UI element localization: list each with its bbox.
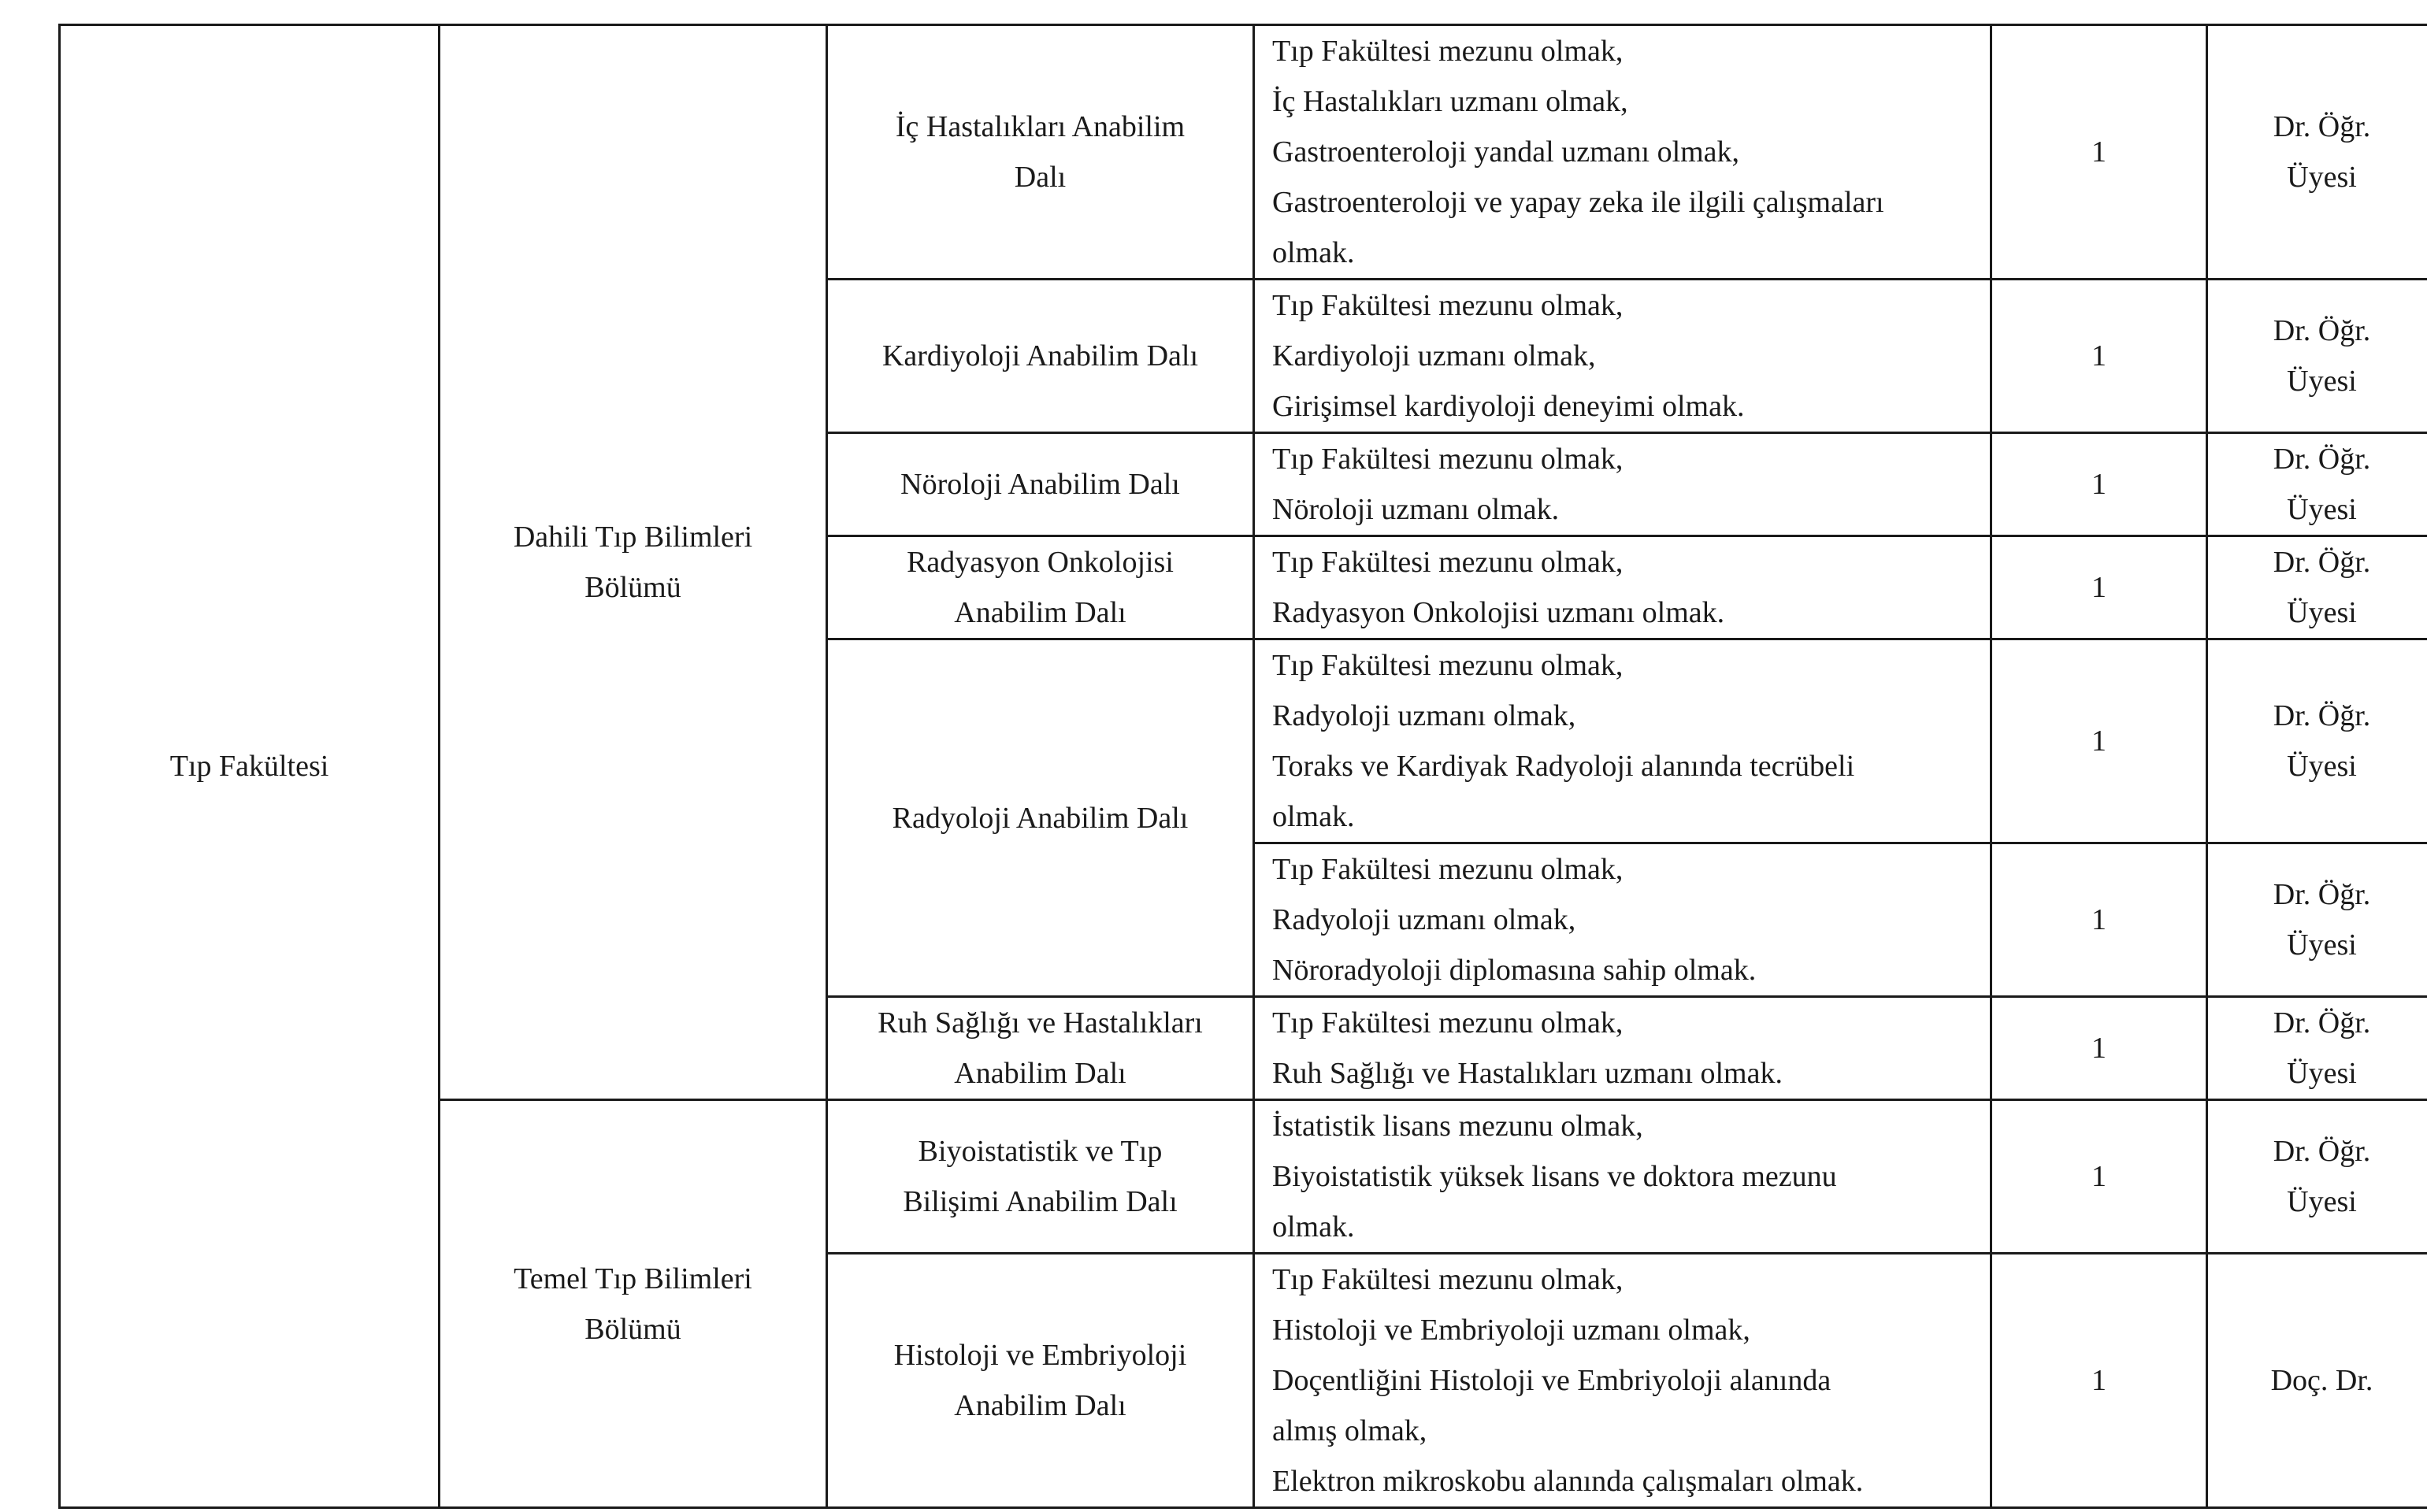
count-cell — [1991, 639, 2207, 843]
title-line: Dr. Öğr. — [2273, 314, 2371, 347]
requirement-line: olmak. — [1272, 800, 1355, 833]
title-line: Dr. Öğr. — [2273, 443, 2371, 476]
title-cell — [2207, 1254, 2427, 1508]
subunit-name-line: Anabilim Dalı — [954, 596, 1126, 629]
requirement-line: Girişimsel kardiyoloji deneyimi olmak. — [1272, 390, 1745, 423]
subunit-cell — [827, 536, 1254, 639]
subunit-cell — [827, 280, 1254, 433]
title-cell — [2207, 1100, 2427, 1254]
requirement-line: Tıp Fakültesi mezunu olmak, — [1272, 546, 1624, 579]
subunit-name-line: Radyoloji Anabilim Dalı — [892, 801, 1189, 835]
requirements-cell — [1254, 843, 1991, 997]
requirement-line: Tıp Fakültesi mezunu olmak, — [1272, 1263, 1624, 1296]
requirement-line: olmak. — [1272, 1210, 1355, 1243]
title-cell — [2207, 280, 2427, 433]
requirements-cell — [1254, 997, 1991, 1100]
department-name-line: Dahili Tıp Bilimleri — [513, 521, 753, 554]
position-count: 1 — [2091, 724, 2106, 758]
requirement-line: Gastroenteroloji ve yapay zeka ile ilgili çalışmaları — [1272, 186, 1884, 219]
requirements-cell — [1254, 25, 1991, 280]
title-line: Dr. Öğr. — [2273, 1006, 2371, 1040]
subunit-cell — [827, 997, 1254, 1100]
faculty-name: Tıp Fakültesi — [169, 750, 329, 783]
requirement-line: Tıp Fakültesi mezunu olmak, — [1272, 443, 1624, 476]
subunit-cell — [827, 433, 1254, 536]
requirements-cell — [1254, 433, 1991, 536]
title-line: Dr. Öğr. — [2273, 546, 2371, 579]
subunit-name-line: Nöroloji Anabilim Dalı — [900, 468, 1180, 501]
requirements-cell — [1254, 536, 1991, 639]
requirement-line: Tıp Fakültesi mezunu olmak, — [1272, 1006, 1624, 1040]
count-cell — [1991, 997, 2207, 1100]
title-line: Üyesi — [2287, 1057, 2357, 1090]
requirement-line: Tıp Fakültesi mezunu olmak, — [1272, 649, 1624, 682]
title-line: Dr. Öğr. — [2273, 110, 2371, 143]
requirement-line: olmak. — [1272, 236, 1355, 269]
position-count: 1 — [2091, 571, 2106, 604]
subunit-name-line: Histoloji ve Embriyoloji — [893, 1339, 1187, 1372]
requirement-line: Radyoloji uzmanı olmak, — [1272, 903, 1576, 936]
subunit-name-line: Ruh Sağlığı ve Hastalıkları — [878, 1006, 1203, 1040]
title-cell — [2207, 25, 2427, 280]
position-count: 1 — [2091, 903, 2106, 936]
requirement-line: Ruh Sağlığı ve Hastalıkları uzmanı olmak. — [1272, 1057, 1783, 1090]
department-name-line: Temel Tıp Bilimleri — [514, 1262, 752, 1295]
requirement-line: Gastroenteroloji yandal uzmanı olmak, — [1272, 135, 1740, 169]
position-count: 1 — [2091, 1160, 2106, 1193]
subunit-name-line: Biyoistatistik ve Tıp — [918, 1135, 1163, 1168]
subunit-cell — [827, 25, 1254, 280]
requirement-line: Biyoistatistik yüksek lisans ve doktora mezunu — [1272, 1160, 1837, 1193]
count-cell — [1991, 433, 2207, 536]
subunit-name-line: Radyasyon Onkolojisi — [907, 546, 1174, 579]
subunit-cell — [827, 1100, 1254, 1254]
department-name-line: Bölümü — [584, 1312, 681, 1346]
department-name-line: Bölümü — [584, 571, 681, 604]
count-cell — [1991, 1100, 2207, 1254]
count-cell — [1991, 25, 2207, 280]
position-count: 1 — [2091, 135, 2106, 169]
requirement-line: İstatistik lisans mezunu olmak, — [1272, 1110, 1643, 1143]
title-line: Üyesi — [2287, 596, 2357, 629]
requirement-line: Radyasyon Onkolojisi uzmanı olmak. — [1272, 596, 1725, 629]
title-line: Üyesi — [2287, 928, 2357, 962]
department-cell — [440, 25, 827, 1100]
requirement-line: Toraks ve Kardiyak Radyoloji alanında tecrübeli — [1272, 750, 1855, 783]
title-line: Üyesi — [2287, 493, 2357, 526]
requirement-line: Tıp Fakültesi mezunu olmak, — [1272, 853, 1624, 886]
title-line: Dr. Öğr. — [2273, 878, 2371, 911]
requirement-line: Tıp Fakültesi mezunu olmak, — [1272, 35, 1624, 68]
positions-table — [58, 24, 2427, 1509]
requirements-cell — [1254, 280, 1991, 433]
title-cell — [2207, 997, 2427, 1100]
requirement-line: Kardiyoloji uzmanı olmak, — [1272, 339, 1596, 372]
title-cell — [2207, 433, 2427, 536]
requirements-cell — [1254, 639, 1991, 843]
title-line: Üyesi — [2287, 1185, 2357, 1218]
requirement-line: Tıp Fakültesi mezunu olmak, — [1272, 289, 1624, 322]
position-count: 1 — [2091, 1364, 2106, 1397]
requirement-line: Radyoloji uzmanı olmak, — [1272, 699, 1576, 732]
subunit-cell — [827, 639, 1254, 997]
title-line: Dr. Öğr. — [2273, 699, 2371, 732]
table-row — [60, 25, 2427, 280]
title-cell — [2207, 639, 2427, 843]
count-cell — [1991, 843, 2207, 997]
faculty-cell — [60, 25, 440, 1508]
title-line: Üyesi — [2287, 161, 2357, 194]
requirement-line: Elektron mikroskobu alanında çalışmaları olmak. — [1272, 1465, 1864, 1498]
position-count: 1 — [2091, 1032, 2106, 1065]
requirement-line: Doçentliğini Histoloji ve Embriyoloji alanında — [1272, 1364, 1831, 1397]
requirement-line: İç Hastalıkları uzmanı olmak, — [1272, 85, 1628, 118]
subunit-cell — [827, 1254, 1254, 1508]
subunit-name-line: Kardiyoloji Anabilim Dalı — [881, 339, 1199, 372]
title-line: Üyesi — [2287, 750, 2357, 783]
position-count: 1 — [2091, 468, 2106, 501]
title-cell — [2207, 843, 2427, 997]
subunit-name-line: İç Hastalıkları Anabilim — [895, 110, 1186, 143]
requirements-cell — [1254, 1254, 1991, 1508]
requirement-line: Nöroradyoloji diplomasına sahip olmak. — [1272, 954, 1757, 987]
requirement-line: Histoloji ve Embriyoloji uzmanı olmak, — [1272, 1314, 1750, 1347]
title-cell — [2207, 536, 2427, 639]
position-count: 1 — [2091, 339, 2106, 372]
title-line: Dr. Öğr. — [2273, 1135, 2371, 1168]
subunit-name-line: Anabilim Dalı — [954, 1389, 1126, 1422]
requirements-cell — [1254, 1100, 1991, 1254]
subunit-name-line: Dalı — [1014, 161, 1067, 194]
requirement-line: almış olmak, — [1272, 1414, 1427, 1447]
subunit-name-line: Bilişimi Anabilim Dalı — [903, 1185, 1178, 1218]
count-cell — [1991, 1254, 2207, 1508]
subunit-name-line: Anabilim Dalı — [954, 1057, 1126, 1090]
title-line: Üyesi — [2287, 365, 2357, 398]
title-line: Doç. Dr. — [2270, 1364, 2373, 1397]
requirement-line: Nöroloji uzmanı olmak. — [1272, 493, 1560, 526]
count-cell — [1991, 280, 2207, 433]
count-cell — [1991, 536, 2207, 639]
department-cell — [440, 1100, 827, 1508]
